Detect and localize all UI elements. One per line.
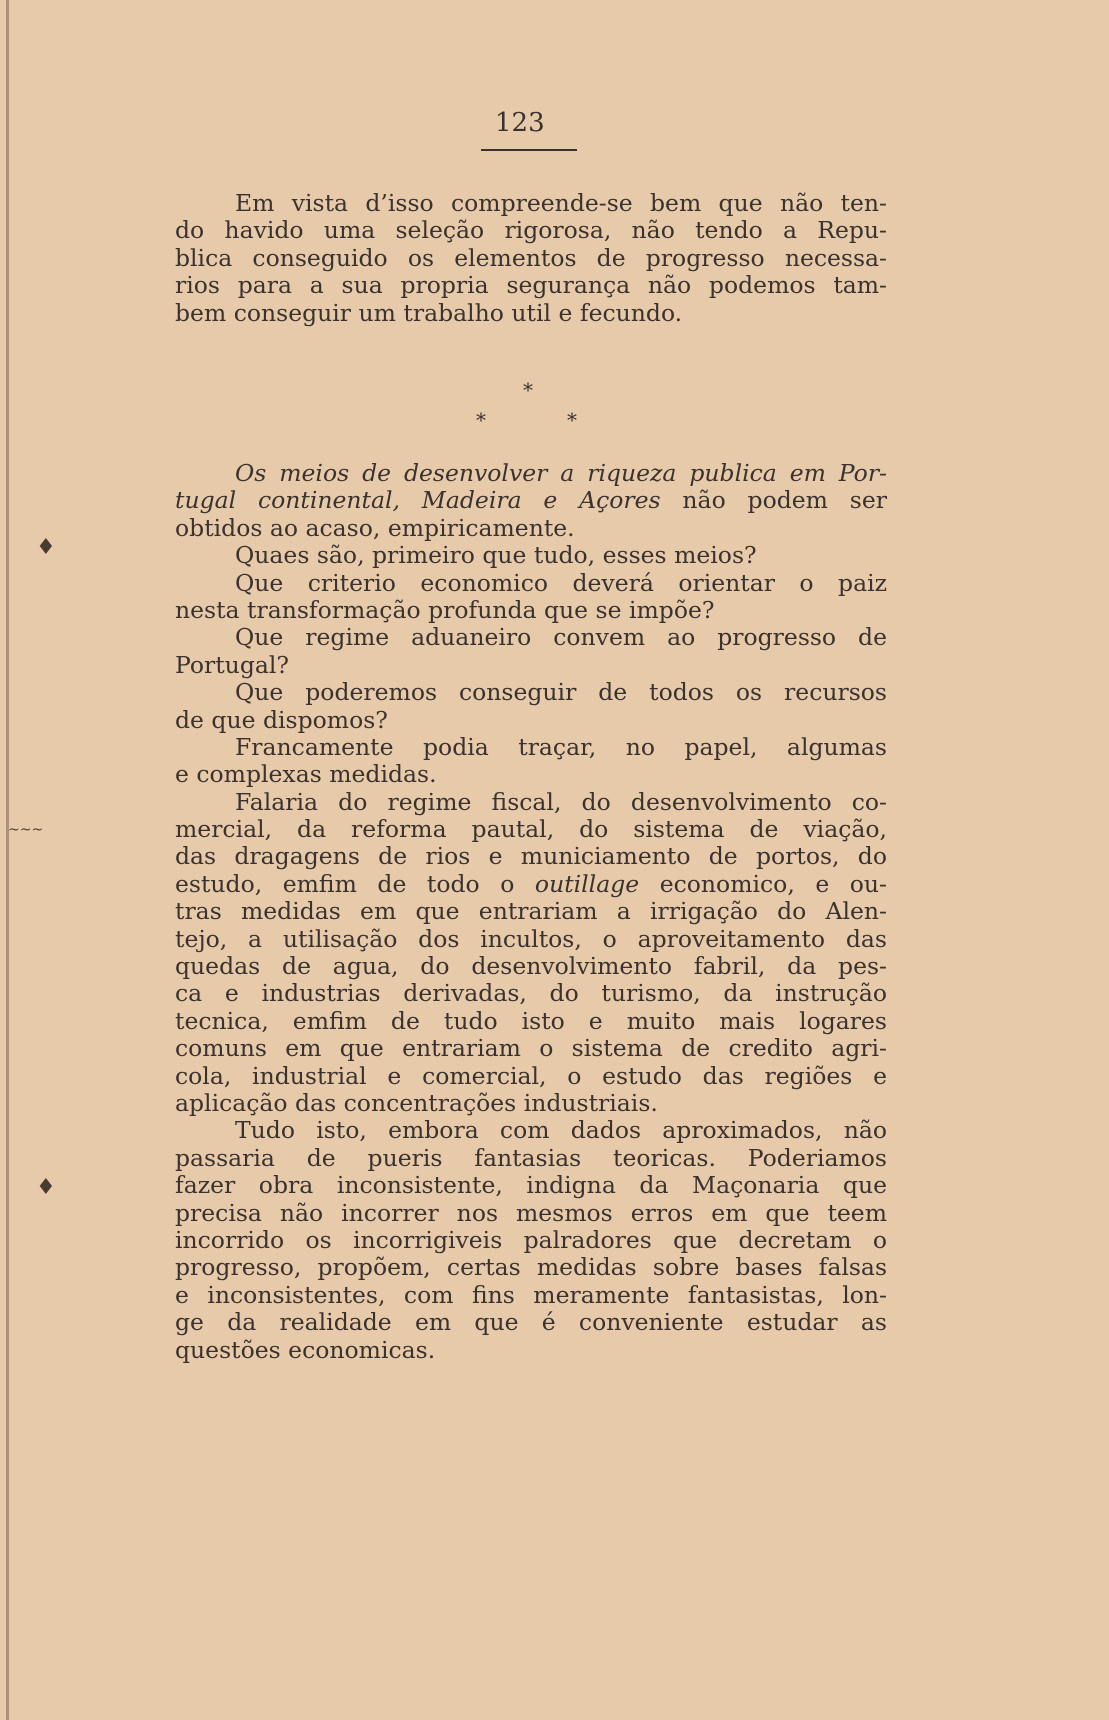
- text-line: [175, 542, 887, 569]
- text-line: [175, 487, 887, 514]
- text-line: [175, 570, 887, 597]
- binding-mark: ♦: [36, 535, 56, 560]
- text-line: [175, 1254, 887, 1281]
- text-line: [175, 789, 887, 816]
- text-segment: estudo, emfim de todo o: [175, 869, 535, 898]
- text-line: [175, 953, 887, 980]
- text-segment: blica conseguido os elementos de progresso necessa-: [175, 243, 887, 272]
- text-segment: não podem ser: [660, 486, 887, 515]
- text-line: [175, 272, 887, 299]
- text-line: [175, 1282, 887, 1309]
- text-line: [175, 843, 887, 870]
- text-line: [175, 898, 887, 925]
- text-segment: cola, industrial e comercial, o estudo das regiões e: [175, 1061, 887, 1090]
- text-segment: e inconsistentes, com fins meramente fantasistas, lon-: [175, 1280, 887, 1309]
- text-line: [175, 980, 887, 1007]
- text-line: [175, 300, 887, 327]
- text-line: [175, 597, 887, 624]
- text-segment: ge da realidade em que é conveniente estudar as: [175, 1308, 887, 1337]
- page-binding-edge: [6, 0, 9, 1720]
- text-line: [175, 816, 887, 843]
- italic-text: outillage: [534, 869, 640, 898]
- text-segment: obtidos ao acaso, empiricamente.: [175, 513, 575, 542]
- text-line: [175, 245, 887, 272]
- text-line: [175, 734, 887, 761]
- text-line: [175, 1172, 887, 1199]
- text-segment: bem conseguir um trabalho util e fecundo.: [175, 298, 683, 327]
- text-line: [175, 624, 887, 651]
- text-segment: aplicação das concentrações industriais.: [175, 1088, 658, 1117]
- text-line: [175, 1227, 887, 1254]
- text-segment: Francamente podia traçar, no papel, algumas: [235, 732, 887, 761]
- text-segment: das dragagens de rios e municiamento de portos, do: [175, 842, 887, 871]
- text-line: [175, 1200, 887, 1227]
- binding-mark: ♦: [36, 1175, 56, 1200]
- text-segment: Que poderemos conseguir de todos os recursos: [235, 678, 887, 707]
- text-line: [175, 707, 887, 734]
- text-line: [175, 1117, 887, 1144]
- text-segment: quedas de agua, do desenvolvimento fabril, da pes-: [175, 952, 887, 981]
- text-segment: tejo, a utilisação dos incultos, o aproveitamento das: [175, 924, 887, 953]
- page-number-rule: [481, 149, 577, 151]
- text-segment: fazer obra inconsistente, indigna da Maçonaria que: [175, 1171, 887, 1200]
- text-segment: nesta transformação profunda que se impõe?: [175, 595, 715, 624]
- text-line: [175, 679, 887, 706]
- text-line: [175, 926, 887, 953]
- text-segment: e complexas medidas.: [175, 760, 437, 789]
- text-segment: Em vista d’isso compreende-se bem que não ten-: [235, 189, 887, 217]
- text-segment: Falaria do regime fiscal, do desenvolvimento co-: [235, 787, 887, 816]
- text-segment: comuns em que entrariam o sistema de credito agri-: [175, 1034, 887, 1063]
- text-segment: incorrido os incorrigiveis palradores que decretam o: [175, 1225, 887, 1254]
- text-segment: tras medidas em que entrariam a irrigação do Alen-: [175, 897, 887, 926]
- text-line: [175, 217, 887, 244]
- text-segment: de que dispomos?: [175, 705, 388, 734]
- text-line: [175, 1063, 887, 1090]
- text-segment: Que regime aduaneiro convem ao progresso de: [235, 623, 887, 652]
- text-segment: Portugal?: [175, 650, 289, 679]
- text-segment: do havido uma seleção rigorosa, não tendo a Repu-: [175, 216, 887, 245]
- section-separator-star: *: [476, 408, 486, 432]
- text-segment: progresso, propõem, certas medidas sobre bases falsas: [175, 1253, 887, 1282]
- text-segment: Que criterio economico deverá orientar o paiz: [235, 568, 887, 597]
- paragraph-block-1: [175, 190, 887, 327]
- text-line: [175, 761, 887, 788]
- italic-text: tugal continental, Madeira e Açores: [175, 486, 661, 515]
- text-segment: questões economicas.: [175, 1335, 436, 1364]
- text-segment: economico, e ou-: [639, 869, 887, 898]
- text-segment: precisa não incorrer nos mesmos erros em que teem: [175, 1198, 887, 1227]
- text-segment: Quaes são, primeiro que tudo, esses meios?: [235, 541, 757, 570]
- text-line: [175, 190, 887, 217]
- text-line: [175, 1090, 887, 1117]
- text-line: [175, 1309, 887, 1336]
- paragraph-block-2: [175, 460, 887, 1364]
- text-line: [175, 871, 887, 898]
- italic-text: Os meios de desenvolver a riqueza publica em Por-: [235, 459, 887, 487]
- binding-mark: ~~~: [8, 822, 44, 838]
- text-line: [175, 460, 887, 487]
- text-segment: tecnica, emfim de tudo isto e muito mais logares: [175, 1006, 887, 1035]
- text-line: [175, 1008, 887, 1035]
- text-segment: rios para a sua propria segurança não podemos tam-: [175, 271, 887, 300]
- text-line: [175, 1145, 887, 1172]
- text-segment: Tudo isto, embora com dados aproximados, não: [235, 1116, 887, 1145]
- text-line: [175, 1035, 887, 1062]
- section-separator-star: *: [567, 408, 577, 432]
- text-segment: ca e industrias derivadas, do turismo, da instrução: [175, 979, 887, 1008]
- text-line: [175, 515, 887, 542]
- section-separator-star: *: [523, 378, 533, 402]
- text-line: [175, 652, 887, 679]
- text-line: [175, 1337, 887, 1364]
- page-number: 123: [495, 108, 545, 138]
- text-segment: passaria de pueris fantasias teoricas. Poderiamos: [175, 1143, 887, 1172]
- text-segment: mercial, da reforma pautal, do sistema de viação,: [175, 815, 887, 844]
